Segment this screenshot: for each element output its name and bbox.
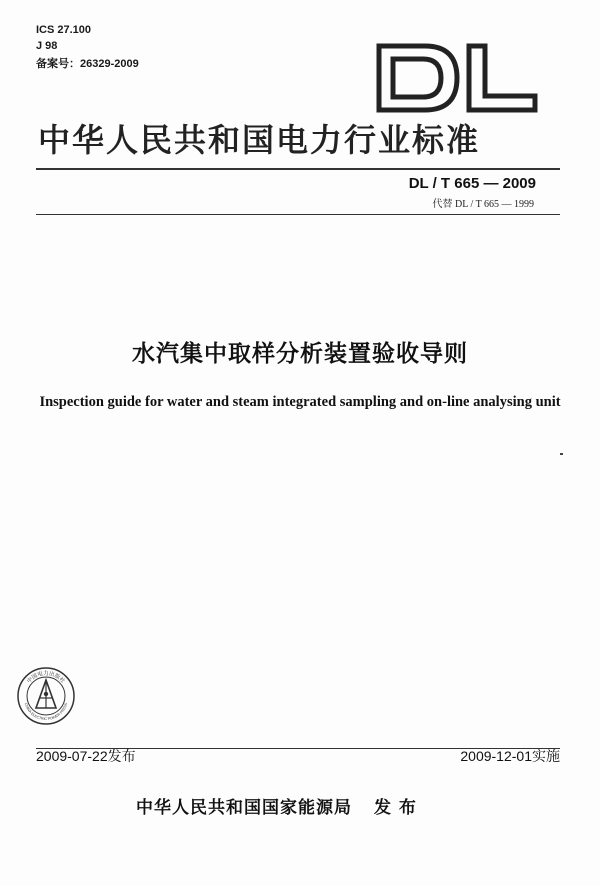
issuer <box>136 793 417 818</box>
implementation-date: 2009-12-01实施 <box>460 748 560 764</box>
seal-top-text: 中国电力出版社 <box>26 671 66 685</box>
title-english: Inspection guide for water and steam integrated sampling and on-line analysing unit <box>39 394 561 410</box>
replaces-standard: 代替 DL / T 665 — 1999 <box>432 199 534 210</box>
classification-code: J 98 <box>36 40 58 52</box>
issuer-action: 发 布 <box>374 798 417 818</box>
ics-code: ICS 27.100 <box>36 24 92 36</box>
issuer-name: 中华人民共和国国家能源局 <box>136 798 352 818</box>
publisher-seal-icon <box>16 666 76 726</box>
org-title: 中华人民共和国电力行业标准 <box>38 121 481 159</box>
code-rule <box>36 214 560 215</box>
dl-logo <box>373 42 541 114</box>
standard-code: DL / T 665 — 2009 <box>408 175 536 192</box>
issue-date: 2009-07-22发布 <box>36 748 136 764</box>
seal-bottom-text: CHINA ELECTRIC POWER PRESS <box>23 702 69 722</box>
dl-logo-text: DL <box>373 42 375 43</box>
header-rule <box>36 168 560 170</box>
title-chinese: 水汽集中取样分析装置验收导则 <box>132 341 468 367</box>
record-number: 备案号：26329-2009 <box>36 58 139 70</box>
scan-speck <box>560 453 563 455</box>
